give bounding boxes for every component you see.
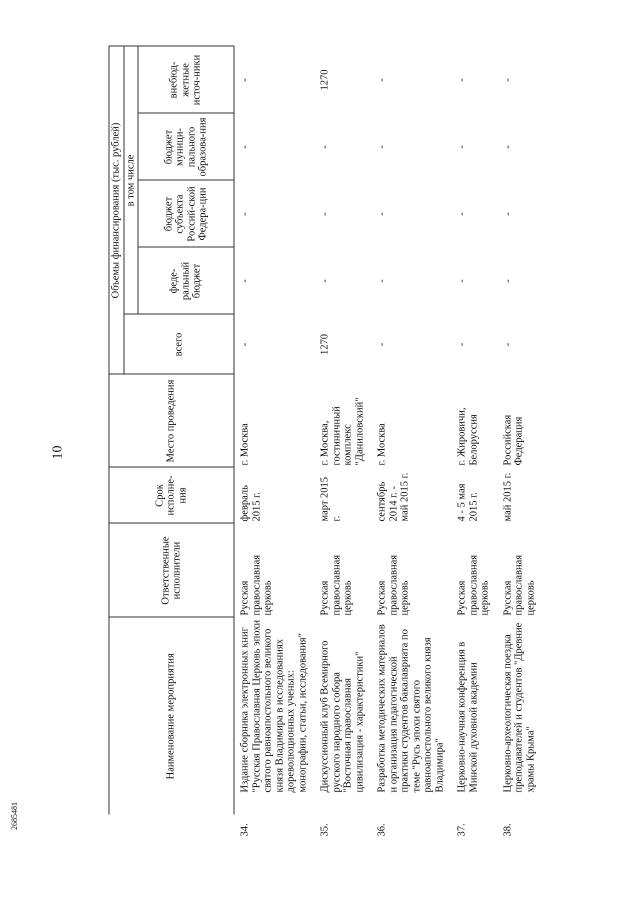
place: г. Москва, гостиничный комплекс "Даниловский"	[319, 397, 365, 466]
document-code: 2685481	[10, 802, 19, 830]
funding-municipal: -	[319, 145, 331, 149]
table-row	[372, 46, 452, 814]
funding-municipal: -	[502, 145, 513, 149]
event-name: Дискуссионный клуб Всемирного русского народного собора "Восточная православная цивилизация - характеристики"	[319, 640, 365, 793]
term: март 2015 г.	[319, 476, 342, 522]
funding-federal: -	[239, 279, 251, 283]
funding-federal: -	[456, 279, 468, 283]
funding-regional: -	[319, 212, 331, 216]
term: май 2015 г.	[502, 472, 513, 522]
event-name: Церковно-археологическая поездка преподавателей и студентов "Древние храмы Крыма"	[502, 622, 536, 793]
term: февраль 2015 г.	[239, 485, 262, 522]
place: г. Жировичи, Белоруссия	[456, 407, 479, 466]
header-executor: Ответственные исполнители	[109, 524, 234, 618]
executor: Русская православная церковь	[376, 554, 411, 616]
funding-extra: -	[502, 78, 513, 82]
row-number: 34.	[239, 823, 251, 837]
funding-total: -	[502, 342, 513, 347]
events-table	[109, 46, 543, 837]
header-including: в том числе	[124, 46, 139, 314]
place: Российская Федерация	[502, 414, 525, 466]
funding-total: -	[376, 342, 388, 347]
executor: Русская православная церковь	[239, 554, 274, 616]
funding-regional: -	[502, 212, 513, 216]
header-funding: Объемы финансирования (тыс. рублей)	[109, 46, 124, 374]
place: г. Москва	[376, 423, 388, 466]
page-number: 10	[50, 445, 66, 460]
executor: Русская православная церковь	[456, 554, 491, 616]
place: г. Москва	[239, 423, 251, 466]
header-name: Наименование мероприятия	[109, 618, 234, 815]
funding-federal: -	[376, 279, 388, 283]
funding-municipal: -	[456, 145, 468, 149]
event-name: Разработка методических материалов и организация педагогической практики студентов бакалавриата по теме "Русь эпохи святого равноапостольного великого князя Владимира"	[376, 624, 445, 793]
funding-extra: -	[456, 78, 468, 82]
funding-extra: -	[376, 78, 388, 82]
funding-regional: -	[376, 212, 388, 216]
funding-regional: -	[456, 212, 468, 216]
table-row	[315, 46, 372, 814]
table-row	[452, 46, 498, 814]
funding-federal: -	[319, 279, 331, 283]
term: 4 - 5 мая 2015 г.	[456, 483, 479, 522]
funding-total: -	[239, 342, 251, 347]
event-name-cell	[234, 618, 315, 837]
table-row	[497, 46, 543, 814]
term: сентябрь 2014 г. - май 2015 г.	[376, 472, 411, 522]
funding-municipal: -	[376, 145, 388, 149]
header-extra: внебюд-жетные источ-ники	[138, 46, 234, 113]
funding-total: -	[456, 342, 468, 347]
row-number: 36.	[376, 823, 388, 837]
event-name: Издание сборника электронных книг "Русская Православная Церковь эпохи святого равноапостольного великого князя Владимира в исследованиях дореволюционных ученых: монографии, статьи, исследования"	[239, 619, 308, 793]
row-number: 35.	[319, 823, 331, 837]
rotated-content	[50, 47, 588, 859]
funding-total: 1270	[319, 334, 331, 355]
header-municipal: бюджет муници-пального образова-ния	[138, 114, 234, 181]
event-name-cell	[452, 618, 498, 837]
header-regional: бюджет субъекта Россий-ской Федера-ции	[138, 181, 234, 248]
funding-extra: 1270	[319, 69, 331, 91]
row-number: 38.	[502, 823, 513, 837]
funding-federal: -	[502, 279, 513, 283]
row-number: 37.	[456, 823, 468, 837]
funding-municipal: -	[239, 145, 251, 149]
funding-regional: -	[239, 212, 251, 216]
header-place: Место проведения	[109, 375, 234, 468]
header-total: всего	[124, 315, 235, 375]
funding-extra: -	[239, 78, 251, 82]
executor: Русская православная церковь	[319, 554, 354, 616]
event-name-cell	[497, 618, 543, 837]
event-name-cell	[372, 618, 452, 837]
header-federal: феде-ральный бюджет	[138, 248, 234, 315]
executor: Русская православная церковь	[502, 554, 536, 616]
table-row	[234, 46, 315, 814]
header-term: Срок исполне-ния	[109, 468, 234, 524]
event-name-cell	[315, 618, 372, 837]
event-name: Церковно-научная конференция в Минской духовной академии	[456, 641, 479, 793]
